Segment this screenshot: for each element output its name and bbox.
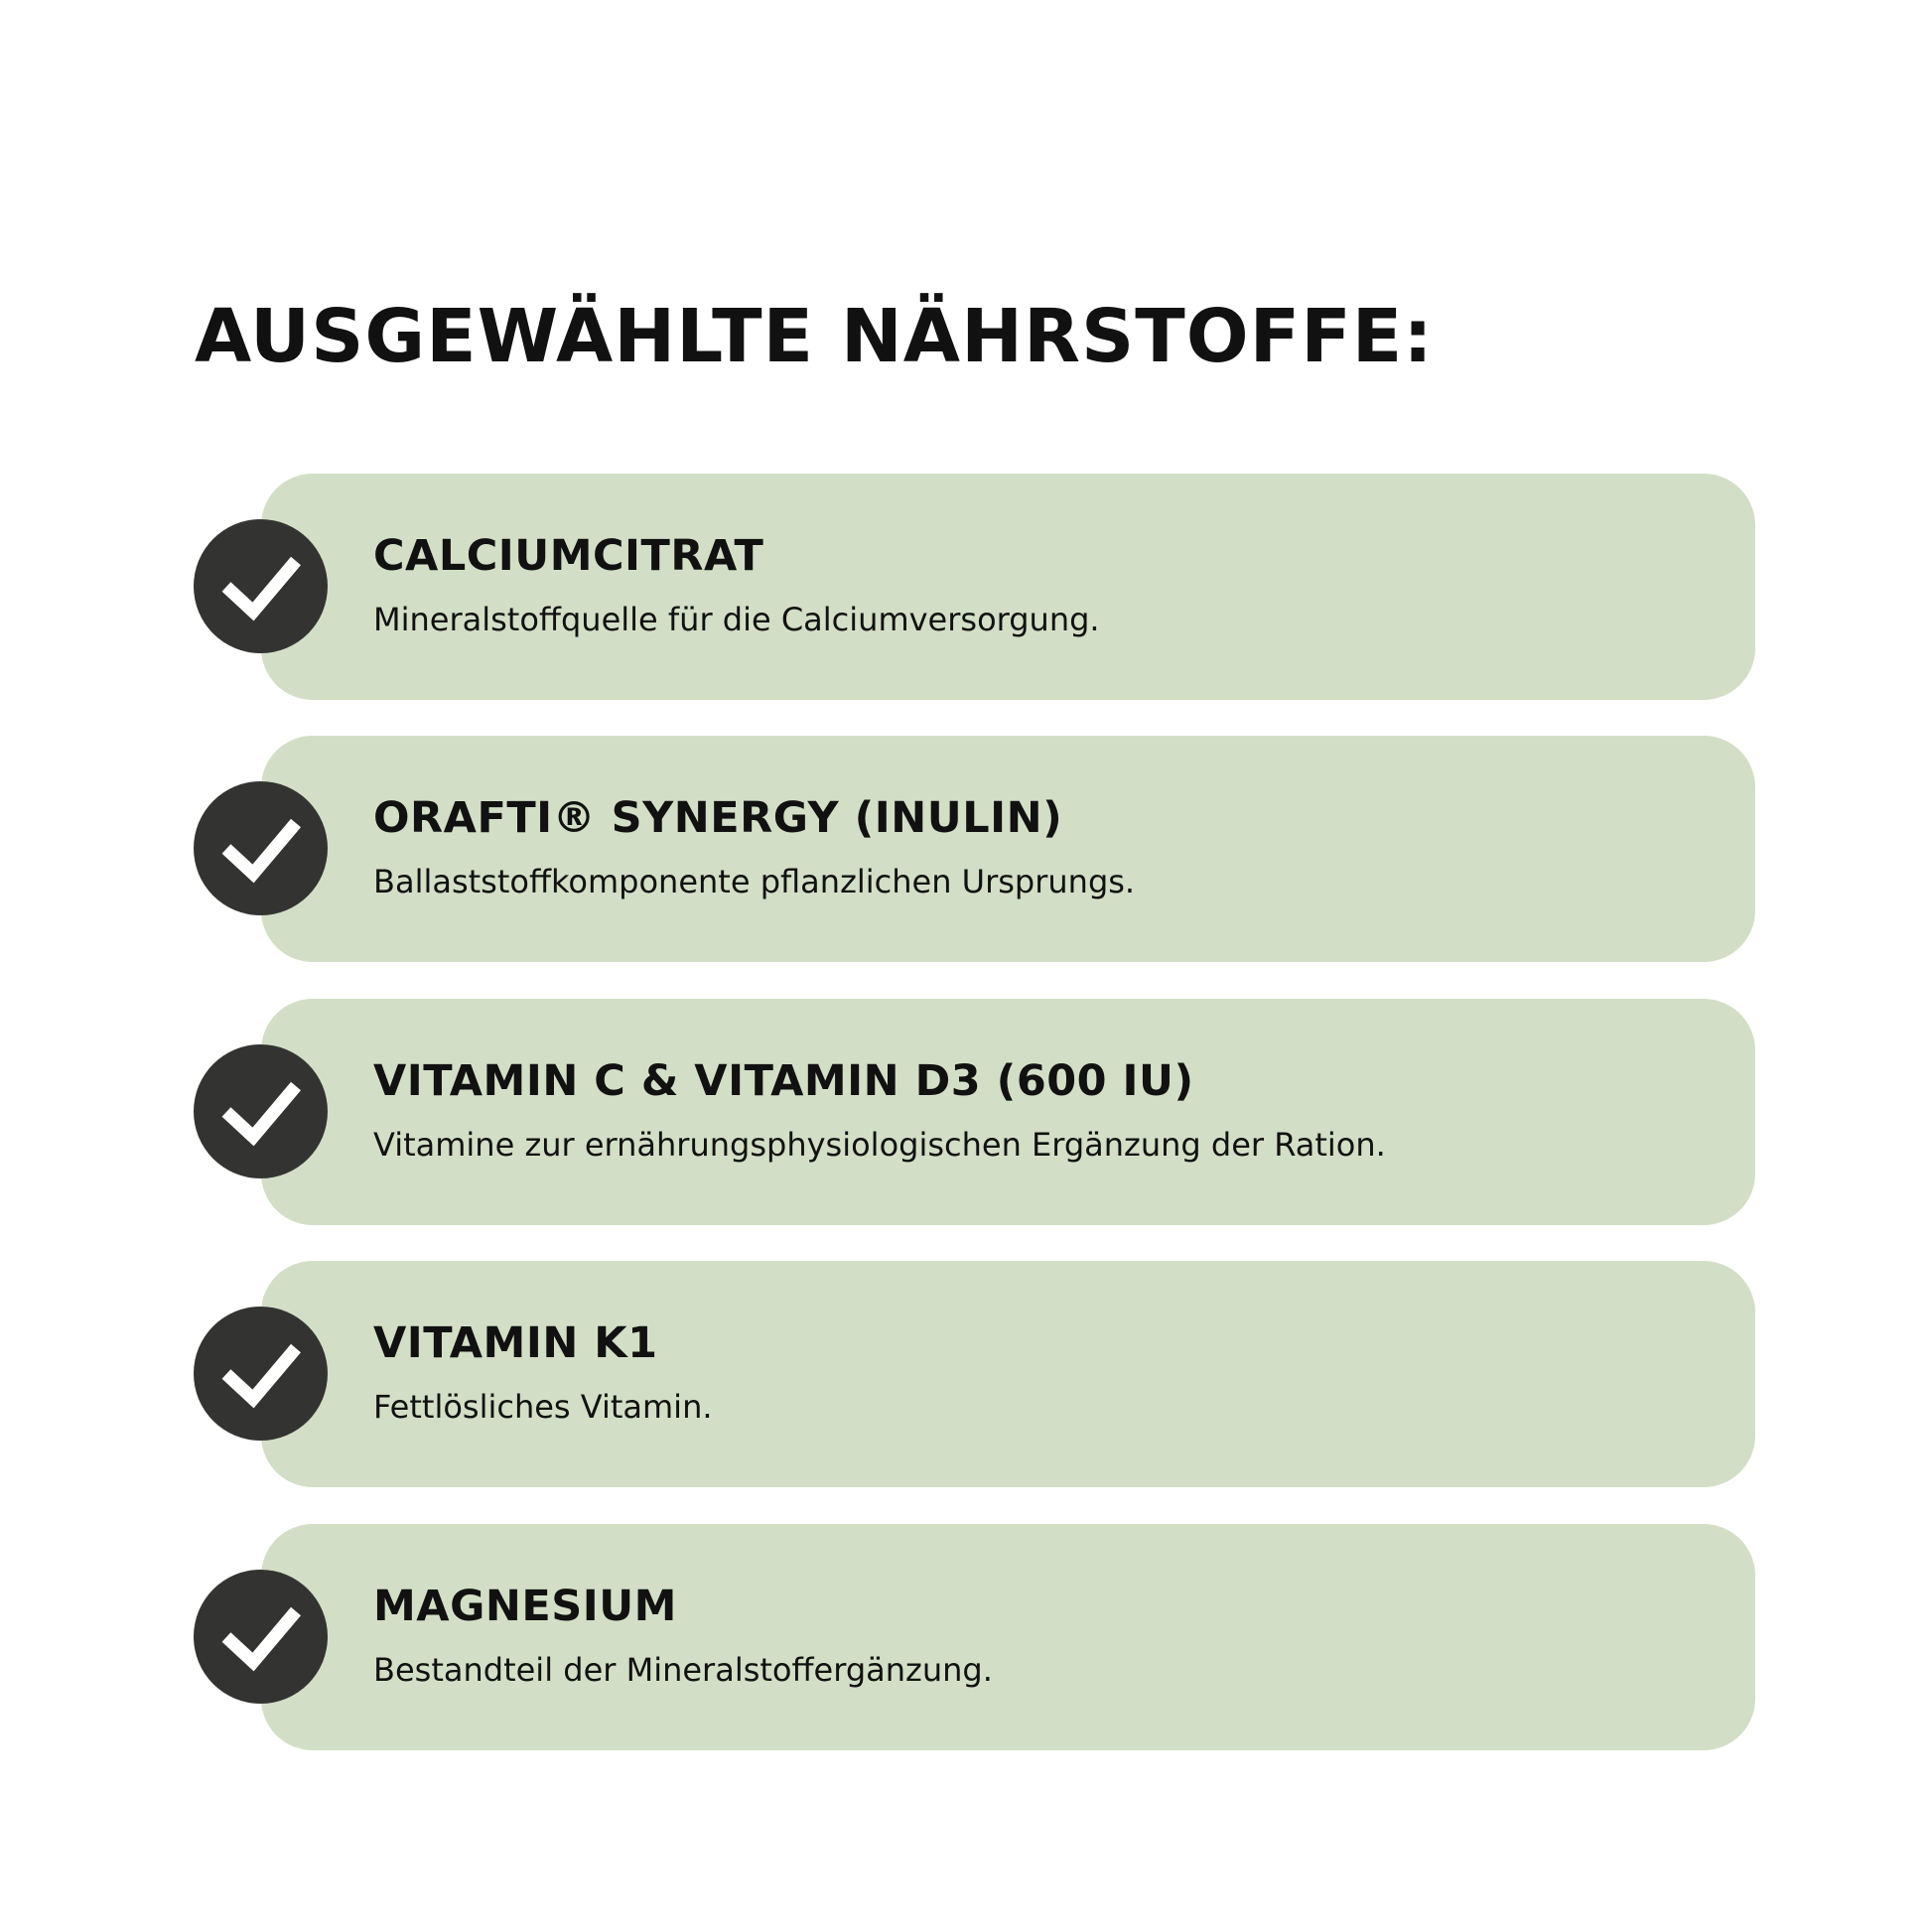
nutrient-heading: CALCIUMCITRAT bbox=[373, 531, 764, 581]
nutrient-description: Vitamine zur ernährungsphysiologischen Ergänzung der Ration. bbox=[373, 1126, 1386, 1164]
nutrient-card bbox=[261, 736, 1755, 962]
page-title: AUSGEWÄHLTE NÄHRSTOFFE: bbox=[195, 294, 1434, 379]
check-circle-icon bbox=[194, 1570, 328, 1704]
nutrient-description: Ballaststoffkomponente pflanzlichen Ursprungs. bbox=[373, 863, 1136, 900]
check-circle-icon bbox=[194, 519, 328, 653]
check-circle-icon bbox=[194, 1044, 328, 1178]
nutrient-heading: MAGNESIUM bbox=[373, 1582, 677, 1631]
nutrient-description: Mineralstoffquelle für die Calciumversorgung. bbox=[373, 601, 1100, 638]
nutrient-card bbox=[261, 1261, 1755, 1487]
nutrient-card bbox=[261, 474, 1755, 700]
nutrient-heading: ORAFTI® SYNERGY (INULIN) bbox=[373, 793, 1063, 843]
check-circle-icon bbox=[194, 1307, 328, 1441]
nutrient-card bbox=[261, 999, 1755, 1225]
nutrient-description: Fettlösliches Vitamin. bbox=[373, 1388, 713, 1426]
nutrient-card bbox=[261, 1524, 1755, 1750]
nutrient-description: Bestandteil der Mineralstoffergänzung. bbox=[373, 1651, 993, 1689]
nutrient-heading: VITAMIN K1 bbox=[373, 1318, 658, 1368]
nutrient-heading: VITAMIN C & VITAMIN D3 (600 IU) bbox=[373, 1056, 1194, 1106]
check-circle-icon bbox=[194, 781, 328, 915]
